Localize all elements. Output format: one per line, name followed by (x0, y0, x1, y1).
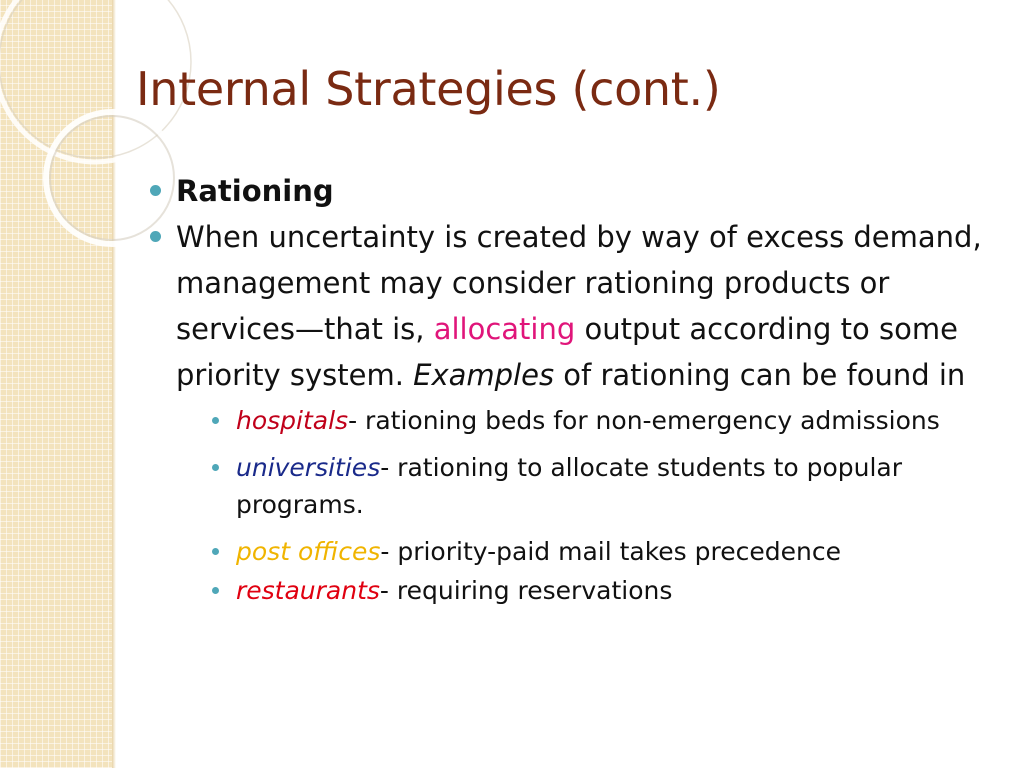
italic-examples: Examples (413, 358, 555, 392)
bullet-rationing: Rationing (148, 168, 1008, 214)
example-text: - rationing to allocate students to popular programs. (236, 453, 903, 519)
example-term: hospitals (236, 406, 349, 435)
example-term: post offices (236, 537, 381, 566)
bullet-list (148, 168, 1008, 619)
example-term: universities (236, 453, 381, 482)
bullet-rationing-description (148, 214, 1008, 609)
highlight-allocating: allocating (433, 312, 576, 346)
example-text: - priority-paid mail takes precedence (380, 537, 841, 566)
example-term: restaurants (236, 576, 380, 605)
example-text: - rationing beds for non-emergency admissions (348, 406, 940, 435)
slide-title: Internal Strategies (cont.) (136, 62, 721, 116)
description-text-2: output according to some priority system. (176, 312, 958, 392)
example-universities (176, 449, 1008, 523)
example-restaurants (176, 572, 1008, 609)
description-text-3: of rationing can be found in (554, 358, 966, 392)
example-hospitals (176, 402, 1008, 439)
example-post-offices (176, 533, 1008, 570)
example-text: - requiring reservations (379, 576, 673, 605)
description-text-1: When uncertainty is created by way of excess demand, management may consider rationing products or services—that is, (176, 220, 982, 346)
examples-list (176, 402, 1008, 609)
